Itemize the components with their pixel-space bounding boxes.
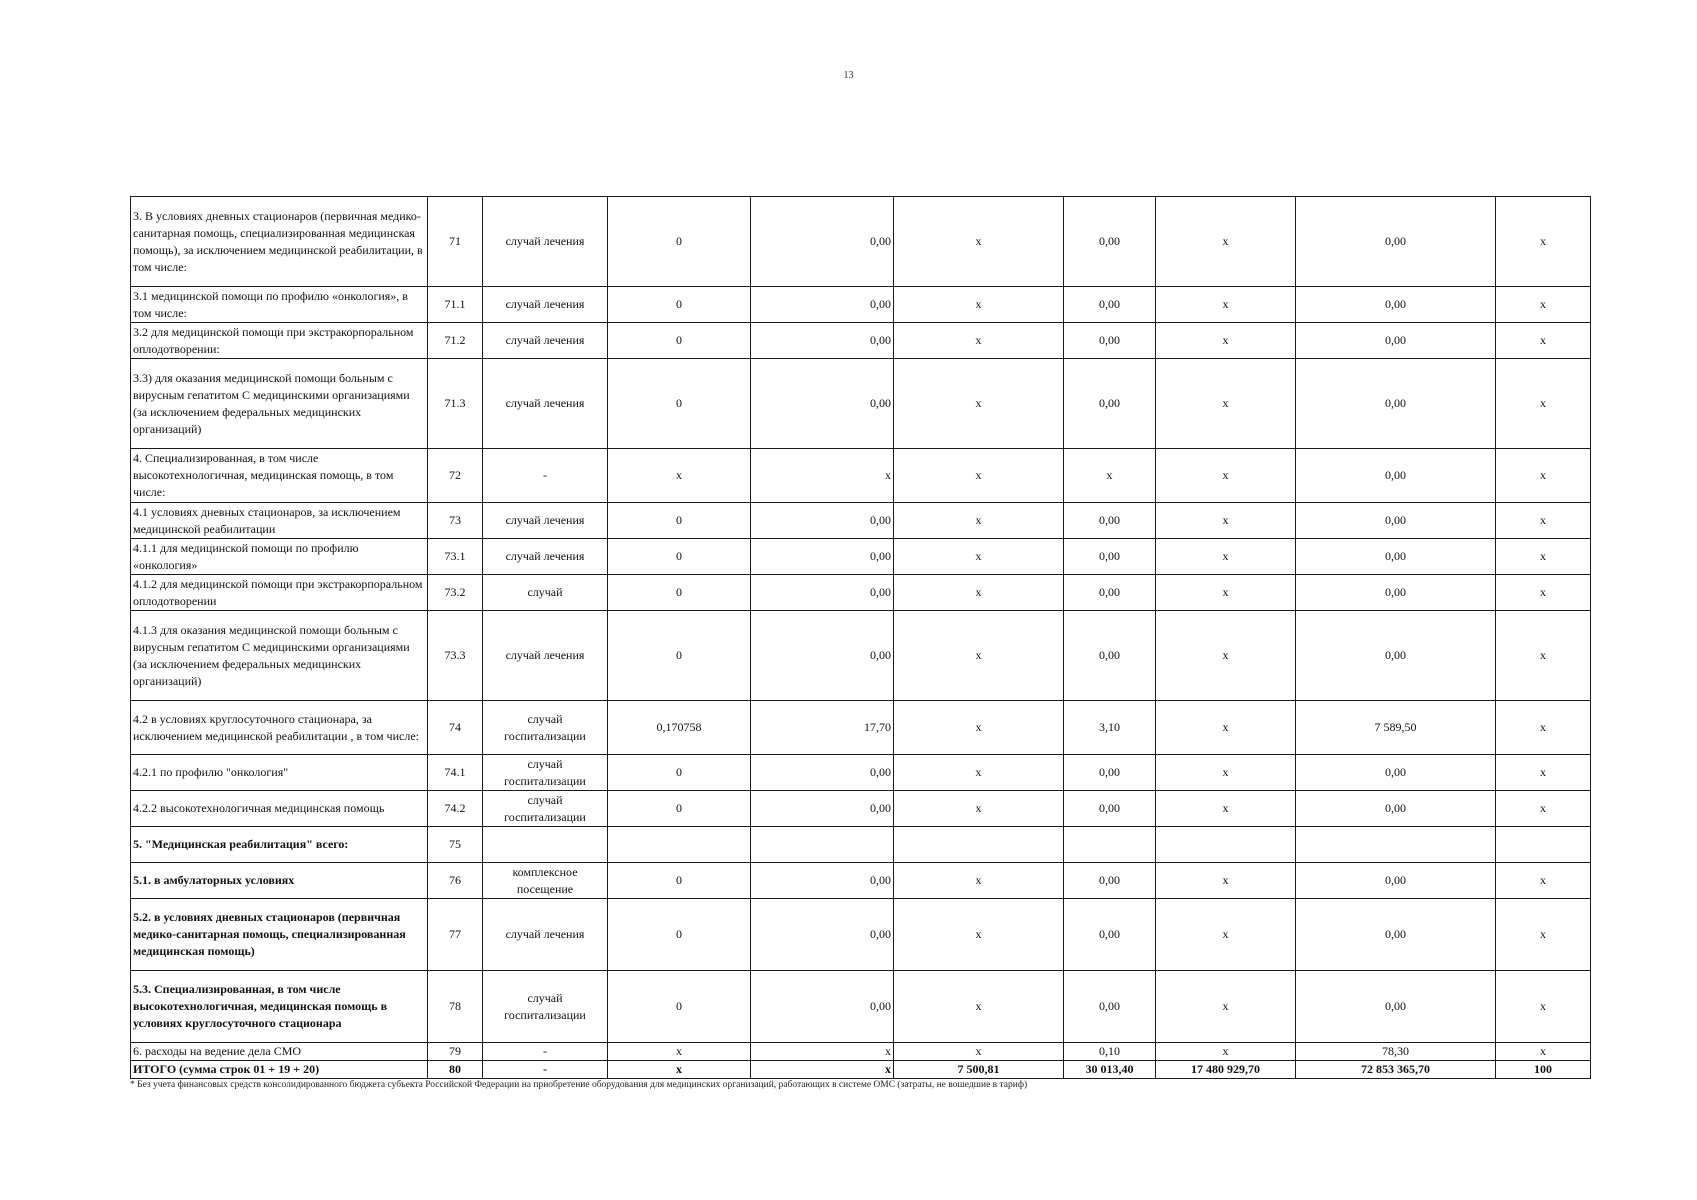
cell-row-code: 72 <box>428 449 483 503</box>
table-row <box>131 575 1591 611</box>
cell-share-percent: х <box>1496 359 1591 449</box>
cell-cost-norm: 0,00 <box>751 755 894 791</box>
cell-budget-per-capita: х <box>894 287 1064 323</box>
cell-volume-norm: 0 <box>608 899 751 971</box>
table-row <box>131 611 1591 701</box>
cell-budget-per-capita: х <box>894 575 1064 611</box>
cell-row-label: 4.1.3 для оказания медицинской помощи больным с вирусным гепатитом С медицинскими организациями (за исключением федеральных медицинских организаций) <box>131 611 428 701</box>
cell-volume-norm: 0,170758 <box>608 701 751 755</box>
cell-unit: комплексное посещение <box>483 863 608 899</box>
cell-oms-total: 0,00 <box>1296 323 1496 359</box>
cell-budget-total: х <box>1156 359 1296 449</box>
cell-row-label: 4.1.1 для медицинской помощи по профилю «онкология» <box>131 539 428 575</box>
cell-budget-total: х <box>1156 791 1296 827</box>
cell-cost-norm <box>751 827 894 863</box>
cell-row-label: 5. "Медицинская реабилитация" всего: <box>131 827 428 863</box>
table-row <box>131 449 1591 503</box>
cell-volume-norm: х <box>608 1043 751 1061</box>
cell-row-label: 3. В условиях дневных стационаров (первичная медико-санитарная помощь, специализированная медицинская помощь), за исключением медицинской реабилитации, в том числе: <box>131 197 428 287</box>
cell-volume-norm: 0 <box>608 575 751 611</box>
cell-row-label: 5.2. в условиях дневных стационаров (первичная медико-санитарная помощь, специализированная медицинская помощь) <box>131 899 428 971</box>
cell-oms-per-capita: 0,00 <box>1064 197 1156 287</box>
cell-oms-per-capita: 0,00 <box>1064 791 1156 827</box>
cell-share-percent: х <box>1496 575 1591 611</box>
cell-budget-total: х <box>1156 449 1296 503</box>
cell-oms-per-capita: 0,00 <box>1064 503 1156 539</box>
cell-cost-norm: 0,00 <box>751 287 894 323</box>
cell-budget-total: х <box>1156 539 1296 575</box>
cell-budget-total: х <box>1156 701 1296 755</box>
cell-oms-per-capita: 0,00 <box>1064 611 1156 701</box>
cell-budget-per-capita: 7 500,81 <box>894 1061 1064 1079</box>
cell-cost-norm: х <box>751 1043 894 1061</box>
cell-unit: случай лечения <box>483 287 608 323</box>
cell-volume-norm: 0 <box>608 197 751 287</box>
cell-volume-norm: 0 <box>608 323 751 359</box>
cell-share-percent: х <box>1496 539 1591 575</box>
cell-oms-total: 0,00 <box>1296 971 1496 1043</box>
table-row <box>131 359 1591 449</box>
cell-cost-norm: 0,00 <box>751 863 894 899</box>
cell-oms-total: 0,00 <box>1296 359 1496 449</box>
cell-unit: - <box>483 449 608 503</box>
cell-row-label: 4.2.2 высокотехнологичная медицинская помощь <box>131 791 428 827</box>
cell-cost-norm: 0,00 <box>751 539 894 575</box>
cell-budget-per-capita: х <box>894 611 1064 701</box>
cell-row-code: 77 <box>428 899 483 971</box>
cell-budget-per-capita: х <box>894 863 1064 899</box>
table-row <box>131 197 1591 287</box>
cell-unit: случай госпитализации <box>483 971 608 1043</box>
cell-budget-per-capita: х <box>894 899 1064 971</box>
cell-row-code: 71.3 <box>428 359 483 449</box>
cell-row-label: 3.3) для оказания медицинской помощи больным с вирусным гепатитом С медицинскими организациями (за исключением федеральных медицинских организаций) <box>131 359 428 449</box>
cell-row-label: ИТОГО (сумма строк 01 + 19 + 20) <box>131 1061 428 1079</box>
cell-budget-total <box>1156 827 1296 863</box>
cell-budget-per-capita: х <box>894 359 1064 449</box>
cell-budget-per-capita: х <box>894 503 1064 539</box>
cell-row-label: 5.3. Специализированная, в том числе высокотехнологичная, медицинская помощь в условиях круглосуточного стационара <box>131 971 428 1043</box>
table-row <box>131 323 1591 359</box>
cell-volume-norm: 0 <box>608 503 751 539</box>
cell-share-percent: х <box>1496 755 1591 791</box>
cell-cost-norm: 0,00 <box>751 899 894 971</box>
cell-cost-norm: 0,00 <box>751 197 894 287</box>
cell-row-label: 4.2.1 по профилю "онкология" <box>131 755 428 791</box>
table-row <box>131 791 1591 827</box>
cell-oms-per-capita: х <box>1064 449 1156 503</box>
cell-budget-per-capita <box>894 827 1064 863</box>
cell-row-code: 75 <box>428 827 483 863</box>
cell-oms-total: 0,00 <box>1296 899 1496 971</box>
table-body <box>131 197 1591 1079</box>
cell-budget-total: х <box>1156 863 1296 899</box>
cell-budget-total: х <box>1156 503 1296 539</box>
cell-oms-total: 0,00 <box>1296 449 1496 503</box>
cell-cost-norm: 0,00 <box>751 611 894 701</box>
cell-cost-norm: х <box>751 449 894 503</box>
cell-cost-norm: 0,00 <box>751 971 894 1043</box>
cell-oms-per-capita: 0,00 <box>1064 899 1156 971</box>
cell-oms-total: 72 853 365,70 <box>1296 1061 1496 1079</box>
cell-unit: случай лечения <box>483 197 608 287</box>
cell-oms-per-capita: 0,00 <box>1064 323 1156 359</box>
cell-budget-per-capita: х <box>894 755 1064 791</box>
cell-volume-norm: 0 <box>608 971 751 1043</box>
cell-row-code: 79 <box>428 1043 483 1061</box>
cell-oms-per-capita: 0,00 <box>1064 359 1156 449</box>
cell-budget-total: х <box>1156 287 1296 323</box>
table-row <box>131 827 1591 863</box>
cell-oms-total: 0,00 <box>1296 287 1496 323</box>
cell-row-label: 3.2 для медицинской помощи при экстракорпоральном оплодотворении: <box>131 323 428 359</box>
cell-unit: случай лечения <box>483 539 608 575</box>
cell-budget-total: х <box>1156 575 1296 611</box>
cell-volume-norm: 0 <box>608 359 751 449</box>
cell-cost-norm: 0,00 <box>751 575 894 611</box>
cell-budget-per-capita: х <box>894 791 1064 827</box>
cell-unit: случай лечения <box>483 503 608 539</box>
cell-row-code: 73.1 <box>428 539 483 575</box>
cell-share-percent <box>1496 827 1591 863</box>
cell-budget-total: х <box>1156 197 1296 287</box>
cell-volume-norm: 0 <box>608 611 751 701</box>
cell-oms-per-capita: 3,10 <box>1064 701 1156 755</box>
total-row <box>131 1061 1591 1079</box>
cell-share-percent: х <box>1496 899 1591 971</box>
cell-volume-norm: 0 <box>608 791 751 827</box>
page-number: 13 <box>843 70 854 81</box>
table-row <box>131 701 1591 755</box>
cell-unit: случай <box>483 575 608 611</box>
cell-oms-total: 0,00 <box>1296 755 1496 791</box>
cell-row-code: 71 <box>428 197 483 287</box>
cell-row-code: 74.2 <box>428 791 483 827</box>
cell-row-label: 4.1 условиях дневных стационаров, за исключением медицинской реабилитации <box>131 503 428 539</box>
cell-unit: - <box>483 1061 608 1079</box>
cell-budget-per-capita: х <box>894 971 1064 1043</box>
cell-oms-per-capita: 0,00 <box>1064 539 1156 575</box>
cell-budget-per-capita: х <box>894 701 1064 755</box>
cell-budget-per-capita: х <box>894 449 1064 503</box>
cell-volume-norm: х <box>608 449 751 503</box>
cell-oms-per-capita: 30 013,40 <box>1064 1061 1156 1079</box>
cell-oms-total: 0,00 <box>1296 791 1496 827</box>
cell-budget-total: 17 480 929,70 <box>1156 1061 1296 1079</box>
cell-row-label: 4.1.2 для медицинской помощи при экстракорпоральном оплодотворении <box>131 575 428 611</box>
table-row <box>131 539 1591 575</box>
cell-row-label: 4.2 в условиях круглосуточного стационара, за исключением медицинской реабилитации , в том числе: <box>131 701 428 755</box>
cell-oms-per-capita: 0,00 <box>1064 863 1156 899</box>
cell-row-label: 4. Специализированная, в том числе высокотехнологичная, медицинская помощь, в том числе: <box>131 449 428 503</box>
cell-share-percent: х <box>1496 701 1591 755</box>
cell-unit: случай госпитализации <box>483 701 608 755</box>
cell-oms-total: 0,00 <box>1296 611 1496 701</box>
cell-oms-per-capita <box>1064 827 1156 863</box>
cell-oms-per-capita: 0,00 <box>1064 575 1156 611</box>
cell-row-code: 71.1 <box>428 287 483 323</box>
cell-share-percent: х <box>1496 287 1591 323</box>
cell-budget-per-capita: х <box>894 323 1064 359</box>
cell-budget-total: х <box>1156 1043 1296 1061</box>
table-row <box>131 287 1591 323</box>
cell-cost-norm: 17,70 <box>751 701 894 755</box>
cell-volume-norm: 0 <box>608 287 751 323</box>
cell-row-code: 71.2 <box>428 323 483 359</box>
cell-row-code: 73.3 <box>428 611 483 701</box>
financing-table <box>130 196 1591 1079</box>
cell-budget-per-capita: х <box>894 197 1064 287</box>
table-row <box>131 971 1591 1043</box>
cell-unit: случай госпитализации <box>483 755 608 791</box>
cell-share-percent: х <box>1496 791 1591 827</box>
cell-share-percent: х <box>1496 971 1591 1043</box>
cell-row-code: 80 <box>428 1061 483 1079</box>
table-row <box>131 1043 1591 1061</box>
cell-unit: случай лечения <box>483 611 608 701</box>
cell-cost-norm: х <box>751 1061 894 1079</box>
cell-share-percent: х <box>1496 449 1591 503</box>
cell-volume-norm <box>608 827 751 863</box>
cell-unit: - <box>483 1043 608 1061</box>
cell-share-percent: х <box>1496 863 1591 899</box>
cell-oms-per-capita: 0,00 <box>1064 287 1156 323</box>
table-row <box>131 899 1591 971</box>
cell-oms-total: 7 589,50 <box>1296 701 1496 755</box>
cell-unit: случай лечения <box>483 323 608 359</box>
table-row <box>131 503 1591 539</box>
cell-volume-norm: 0 <box>608 539 751 575</box>
cell-share-percent: х <box>1496 197 1591 287</box>
cell-oms-total: 0,00 <box>1296 575 1496 611</box>
cell-volume-norm: 0 <box>608 755 751 791</box>
cell-row-label: 5.1. в амбулаторных условиях <box>131 863 428 899</box>
cell-budget-total: х <box>1156 899 1296 971</box>
cell-row-label: 6. расходы на ведение дела СМО <box>131 1043 428 1061</box>
cell-oms-per-capita: 0,10 <box>1064 1043 1156 1061</box>
cell-row-code: 78 <box>428 971 483 1043</box>
cell-oms-total: 0,00 <box>1296 539 1496 575</box>
footnote: * Без учета финансовых средств консолидированного бюджета субъекта Российской Федерации на приобретение оборудования для медицинских организаций, работающих в системе ОМС (затраты, не вошедшие в тариф) <box>130 1080 1028 1090</box>
cell-row-code: 76 <box>428 863 483 899</box>
cell-row-label: 3.1 медицинской помощи по профилю «онкология», в том числе: <box>131 287 428 323</box>
cell-row-code: 74.1 <box>428 755 483 791</box>
cell-oms-total: 0,00 <box>1296 197 1496 287</box>
cell-oms-total <box>1296 827 1496 863</box>
cell-unit <box>483 827 608 863</box>
cell-row-code: 74 <box>428 701 483 755</box>
cell-budget-total: х <box>1156 755 1296 791</box>
cell-row-code: 73.2 <box>428 575 483 611</box>
cell-volume-norm: 0 <box>608 863 751 899</box>
cell-budget-per-capita: х <box>894 1043 1064 1061</box>
cell-budget-total: х <box>1156 323 1296 359</box>
cell-unit: случай госпитализации <box>483 791 608 827</box>
cell-cost-norm: 0,00 <box>751 503 894 539</box>
cell-share-percent: х <box>1496 503 1591 539</box>
cell-oms-total: 0,00 <box>1296 503 1496 539</box>
cell-row-code: 73 <box>428 503 483 539</box>
cell-share-percent: х <box>1496 1043 1591 1061</box>
cell-oms-total: 0,00 <box>1296 863 1496 899</box>
cell-budget-total: х <box>1156 611 1296 701</box>
cell-budget-per-capita: х <box>894 539 1064 575</box>
cell-cost-norm: 0,00 <box>751 791 894 827</box>
cell-unit: случай лечения <box>483 359 608 449</box>
cell-cost-norm: 0,00 <box>751 359 894 449</box>
cell-volume-norm: х <box>608 1061 751 1079</box>
cell-budget-total: х <box>1156 971 1296 1043</box>
cell-oms-per-capita: 0,00 <box>1064 755 1156 791</box>
cell-share-percent: 100 <box>1496 1061 1591 1079</box>
cell-share-percent: х <box>1496 323 1591 359</box>
cell-unit: случай лечения <box>483 899 608 971</box>
cell-share-percent: х <box>1496 611 1591 701</box>
cell-oms-per-capita: 0,00 <box>1064 971 1156 1043</box>
cell-oms-total: 78,30 <box>1296 1043 1496 1061</box>
table-row <box>131 863 1591 899</box>
cell-cost-norm: 0,00 <box>751 323 894 359</box>
table-row <box>131 755 1591 791</box>
